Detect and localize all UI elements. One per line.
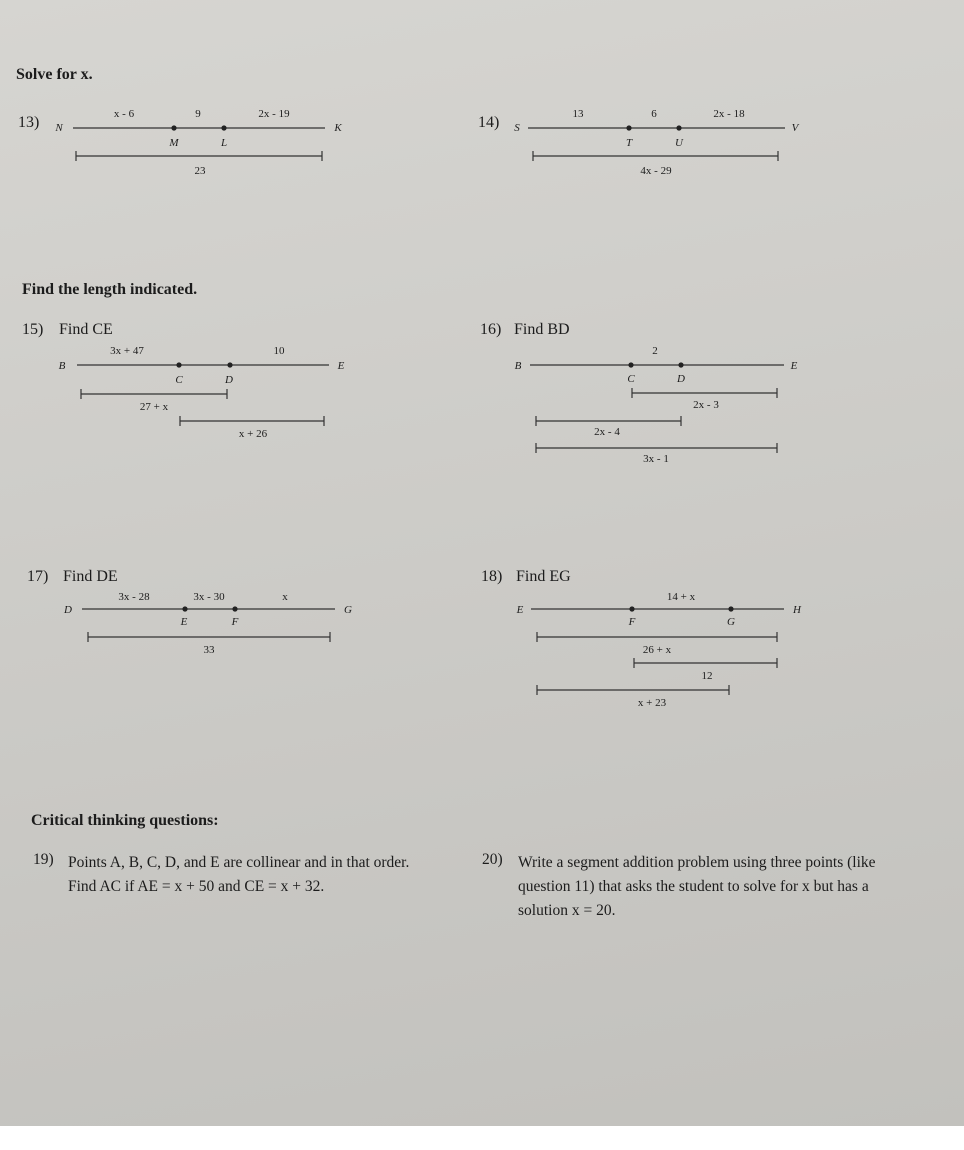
total-label: 33 (203, 644, 215, 656)
segment-label: 14 + x (666, 591, 696, 603)
problem-17-number: 17) (27, 568, 49, 585)
point-label: C (627, 373, 635, 385)
segment-label: x - 6 (113, 108, 135, 120)
point-label: E (337, 360, 345, 372)
point-label: D (677, 373, 685, 385)
problem-13-number: 13) (18, 114, 40, 131)
point-label: D (64, 604, 72, 616)
measure-label: 12 (701, 670, 713, 682)
point-label: E (790, 360, 798, 372)
measure-label: x + 23 (637, 697, 667, 709)
segment-label: 2 (652, 345, 658, 357)
segment-label: 9 (195, 108, 201, 120)
section-solve-heading: Solve for x. (16, 66, 93, 83)
problem-17-title: Find DE (63, 568, 118, 585)
measure-label: 27 + x (139, 401, 169, 413)
point-label: T (625, 137, 633, 149)
problem-20-text: Write a segment addition problem using three points (like question 11) that asks the student to solve for x but has a solution x = 20. (518, 854, 876, 919)
point-label: M (169, 137, 179, 149)
point-label: G (344, 604, 352, 616)
problem-14-number: 14) (478, 114, 500, 131)
problem-16-title: Find BD (514, 321, 570, 338)
segment-label: 3x - 28 (118, 591, 150, 603)
measure-label: x + 26 (238, 428, 268, 440)
segment-label: 3x - 30 (193, 591, 225, 603)
point-label: F (628, 616, 636, 628)
point-label: G (727, 616, 735, 628)
point-label: B (58, 360, 66, 372)
problem-20-number: 20) (482, 851, 503, 868)
section-find-heading: Find the length indicated. (22, 281, 198, 298)
point-label: V (791, 122, 799, 134)
point-label: L (220, 137, 228, 149)
point-label: N (55, 122, 63, 134)
measure-label: 26 + x (642, 644, 672, 656)
point-label: U (675, 137, 683, 149)
segment-label: 6 (651, 108, 657, 120)
point-dot (728, 606, 733, 611)
total-label: 23 (194, 165, 206, 177)
point-dot (629, 606, 634, 611)
problem-19-text: Points A, B, C, D, and E are collinear and in that order. Find AC if AE = x + 50 and CE = x + 32. (68, 854, 410, 895)
segment-label: 10 (273, 345, 285, 357)
point-label: D (225, 374, 233, 386)
total-label: 4x - 29 (640, 165, 672, 177)
segment-label: 2x - 18 (713, 108, 745, 120)
problem-15-title: Find CE (59, 321, 113, 338)
problem-19-number: 19) (33, 851, 54, 868)
segment-label: 13 (572, 108, 584, 120)
measure-label: 2x - 4 (594, 426, 620, 438)
point-label: H (793, 604, 801, 616)
problem-18-title: Find EG (516, 568, 571, 585)
section-critical-heading: Critical thinking questions: (31, 812, 219, 829)
measure-label: 3x - 1 (643, 453, 669, 465)
point-label: S (514, 122, 520, 134)
problem-18-number: 18) (481, 568, 503, 585)
point-label: B (514, 360, 522, 372)
point-label: C (175, 374, 183, 386)
measure-label: 2x - 3 (693, 399, 719, 411)
segment-label: x (282, 591, 288, 603)
point-label: E (180, 616, 188, 628)
point-label: K (334, 122, 342, 134)
problem-16-number: 16) (480, 321, 502, 338)
problem-15-number: 15) (22, 321, 44, 338)
segment-label: 2x - 19 (258, 108, 290, 120)
point-label: F (231, 616, 239, 628)
segment-label: 3x + 47 (110, 345, 144, 357)
point-label: E (516, 604, 524, 616)
